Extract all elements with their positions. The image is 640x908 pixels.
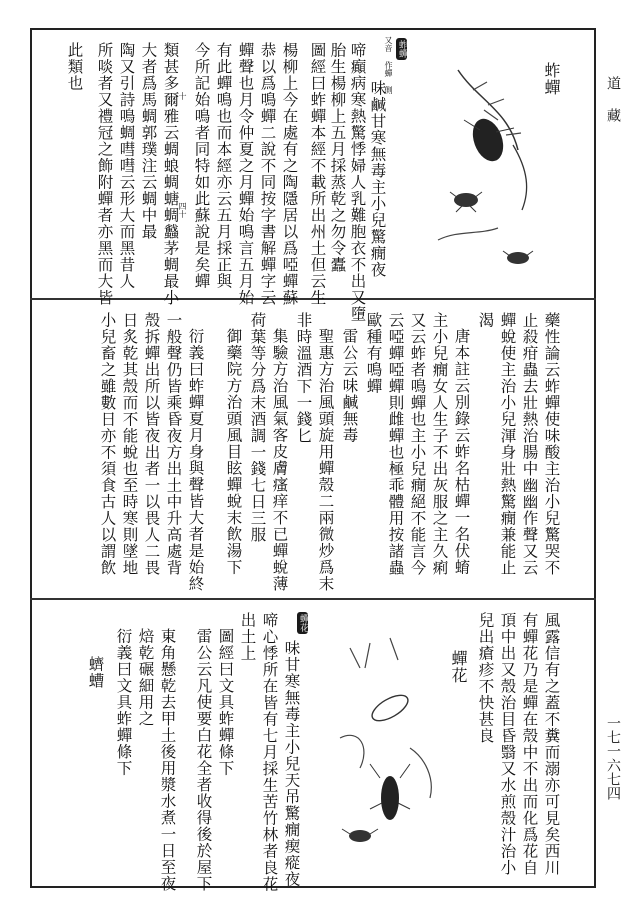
text-column: 蟬蛻使主治小兒渾身壯熱驚癇兼能止	[498, 312, 517, 576]
text-column: 集驗方治風氣客皮膚瘙痒不已蟬蛻薄	[270, 328, 289, 592]
text-column: 荷葉等分爲末酒調一錢七日三服	[248, 312, 267, 543]
text-column: 非時溫酒下一錢匕	[294, 312, 313, 444]
text-column: 衍義曰蚱蟬夏月身與聲皆大者是始終	[186, 328, 205, 592]
page-mark: 十	[178, 92, 187, 100]
page-number: 一七一六七四	[605, 716, 621, 800]
stamp-note: 又音 作蟬 側	[384, 36, 393, 94]
illustration-title-cicada: 蚱蟬	[542, 62, 561, 96]
text-column: 云啞蟬啞蟬則雌蟬也極乖體用按諸蟲	[386, 312, 405, 576]
text-column: 藥性論云蚱蟬使味酸主治小兒驚哭不	[542, 312, 561, 576]
text-column: 楊柳上今在處有之陶隱居以爲啞蟬蘇	[280, 42, 299, 306]
text-column: 殼拆蟬出所以皆夜出者一以畏人二畏	[142, 312, 161, 576]
cicada-flower-illustration	[320, 628, 460, 868]
entry-stamp-cicada: 蚱蟬	[397, 40, 407, 58]
text-column: 止殺疳蟲去壯熱治腸中幽幽作聲又云	[520, 312, 539, 576]
text-column: 又云蚱者鳴蟬也主小兒癇絕不能言今	[408, 312, 427, 576]
text-column: 東角懸乾去甲土後用漿水煮一日至夜	[158, 628, 177, 892]
text-column: 蟬聲也月令仲夏之月蟬始鳴言五月始	[236, 42, 255, 306]
text-column: 雷公云凡使要白花全者收得後於屋下	[194, 628, 213, 892]
text-column: 出土上	[238, 612, 257, 662]
margin-label-mid: 藏	[605, 108, 621, 122]
text-column: 聖惠方治風頭旋用蟬殼二兩微炒爲末	[316, 328, 335, 592]
text-column: 圖經曰蚱蟬本經不載所出州土但云生	[308, 42, 327, 306]
text-column: 風露信有之蓋不糞而溺亦可見矣西川	[542, 612, 561, 876]
text-column: 一般聲仍皆乘昏夜方出土中升高處背	[164, 312, 183, 576]
text-column: 大者爲馬蜩郭璞注云蜩中最	[139, 42, 158, 240]
text-column: 所啖者又禮冠之飾附蟬者亦黑而大皆	[95, 42, 114, 306]
next-entry-title: 蠐螬	[86, 656, 105, 689]
text-column: 味鹹甘寒無毒主小兒驚癇夜	[368, 80, 387, 278]
text-column: 胎生楊柳上五月採蒸乾之勿令蠹	[328, 42, 347, 273]
text-column: 有此蟬鳴也而本經亦云五月採正與	[214, 42, 233, 290]
text-column: 恭以爲鳴蟬二說不同按字書解蟬字云	[258, 42, 277, 306]
text-column: 小兒畜之雖數日亦不須食古人以謂飲	[98, 312, 117, 576]
page-mark: 四十	[178, 202, 187, 218]
text-column: 此類也	[65, 42, 84, 92]
text-column: 御藥院方治頭風目眩蟬蛻末飲湯下	[224, 328, 243, 576]
text-column: 焙乾碾細用之	[136, 628, 155, 727]
text-column: 兒出瘡疹不快甚良	[476, 612, 495, 744]
panel-divider-2	[30, 598, 596, 600]
text-column: 雷公云味鹹無毒	[340, 328, 359, 444]
text-column: 渴	[476, 312, 495, 329]
text-column: 味甘寒無毒主小兒天吊驚癇瘈瘲夜	[282, 640, 301, 888]
cicada-illustration	[418, 60, 548, 280]
margin-label-top: 道	[605, 76, 621, 90]
text-column: 主小兒癇女人生子不出灰服之主久痢	[430, 312, 449, 576]
text-column: 日炙乾其殼而不能蛻也至時寒則墜地	[120, 312, 139, 576]
entry-stamp-cicada-flower: 蟬花	[298, 614, 308, 632]
text-column: 今所記始鳴者同特如此蘇說是矣蟬	[192, 42, 211, 290]
text-column: 歐種有鳴蟬	[364, 312, 383, 395]
text-column: 陶又引詩鳴蜩嘒嘒云形大而黑昔人	[117, 42, 136, 290]
text-column: 啼癲病寒熱驚悸婦人乳難胞衣不出又墮	[348, 42, 367, 323]
text-column: 有蟬花乃是蟬在殼中不出而化爲花自	[520, 612, 539, 876]
text-column: 類甚多爾雅云蜩蜋蜩螗蜩蠽茅蜩最小	[161, 42, 180, 306]
text-column: 唐本註云別錄云蚱名枯蟬一名伏蜟	[452, 328, 471, 576]
illustration-title-cicada-flower: 蟬花	[449, 650, 468, 684]
text-column: 啼心悸所在皆有七月採生苦竹林者良花	[260, 612, 279, 893]
text-column: 衍義曰文具蚱蟬條下	[114, 628, 133, 777]
text-column: 頂中出又殼治目昏翳又水煎殼汁治小	[498, 612, 517, 876]
text-column: 圖經曰文具蚱蟬條下	[216, 628, 235, 777]
